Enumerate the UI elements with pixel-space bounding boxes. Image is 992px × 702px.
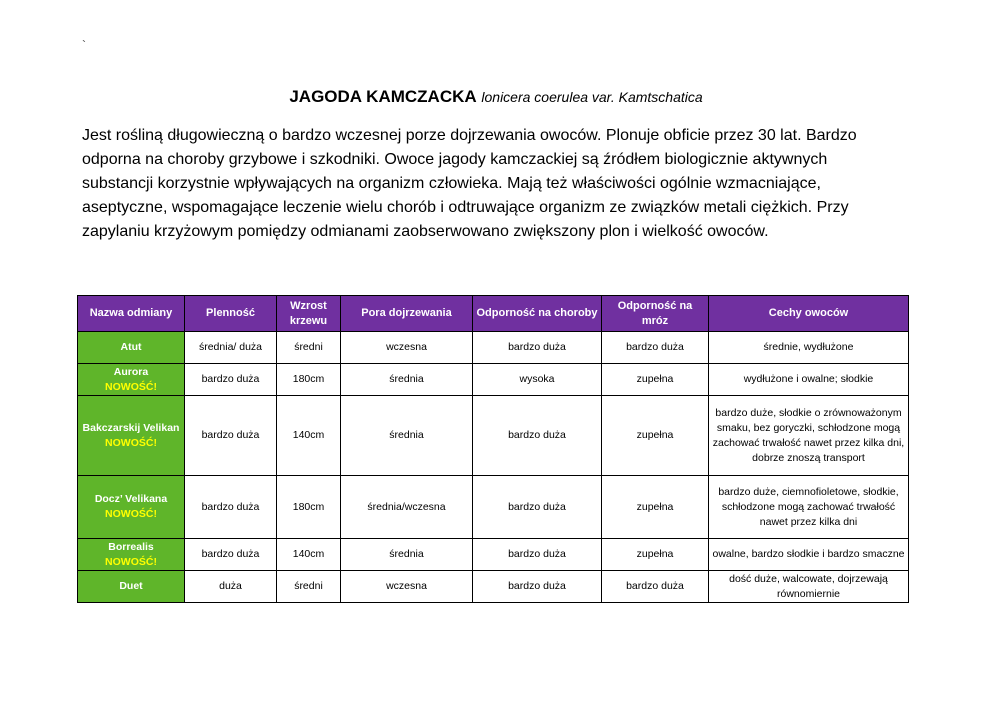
- variety-name-cell: [78, 476, 185, 539]
- variety-name-cell: [78, 332, 185, 364]
- cell-mroz: zupełna: [602, 364, 709, 396]
- cell-pora: średnia: [341, 539, 473, 571]
- cell-cechy: średnie, wydłużone: [709, 332, 909, 364]
- cell-mroz: zupełna: [602, 396, 709, 476]
- cell-wzrost: średni: [277, 332, 341, 364]
- cell-plennosc: bardzo duża: [185, 539, 277, 571]
- table-row: [78, 571, 909, 603]
- new-badge: NOWOŚĆ!: [105, 380, 157, 393]
- variety-name: Bakczarskij Velikan: [82, 421, 180, 434]
- table-row: [78, 396, 909, 476]
- intro-paragraph: Jest rośliną długowieczną o bardzo wczesnej porze dojrzewania owoców. Plonuje obficie przez 30 lat. Bardzo odporna na choroby grzybowe i szkodniki. Owoce jagody kamczackiej są źródłem biologicznie aktywnych substancji korzystnie wpływających na organizm człowieka. Mają też właściwości ogólnie wzmacniające, aseptyczne, wspomagające leczenie wielu chorób i odtruwające organizm ze związków metali ciężkich. Przy zapylaniu krzyżowym pomiędzy odmianami zaobserwowano zwiększony plon i wielkość owoców.: [82, 127, 857, 240]
- header-wzrost: Wzrost krzewu: [277, 296, 341, 332]
- cell-plennosc: bardzo duża: [185, 364, 277, 396]
- document-title: [0, 86, 992, 108]
- cell-choroby: wysoka: [473, 364, 602, 396]
- variety-name-cell: [78, 571, 185, 603]
- header-cechy: Cechy owoców: [709, 296, 909, 332]
- cell-cechy: bardzo duże, słodkie o zrównoważonym smaku, bez goryczki, schłodzone mogą zachować trwałość nawet przez kilka dni, dobrze znoszą transport: [709, 396, 909, 476]
- cell-choroby: bardzo duża: [473, 332, 602, 364]
- header-name: Nazwa odmiany: [78, 296, 185, 332]
- title-main: JAGODA KAMCZACKA: [289, 87, 477, 106]
- cell-choroby: bardzo duża: [473, 571, 602, 603]
- cell-pora: średnia: [341, 364, 473, 396]
- cell-wzrost: 140cm: [277, 539, 341, 571]
- variety-name: Atut: [120, 341, 142, 353]
- cell-plennosc: duża: [185, 571, 277, 603]
- cell-pora: średnia/wczesna: [341, 476, 473, 539]
- header-choroby: Odporność na choroby: [473, 296, 602, 332]
- cell-pora: średnia: [341, 396, 473, 476]
- new-badge: NOWOŚĆ!: [105, 508, 157, 520]
- cell-cechy: bardzo duże, ciemnofioletowe, słodkie, schłodzone mogą zachować trwałość nawet przez kilka dni: [709, 476, 909, 539]
- cell-cechy: owalne, bardzo słodkie i bardzo smaczne: [709, 539, 909, 571]
- cell-plennosc: bardzo duża: [185, 396, 277, 476]
- cell-wzrost: 140cm: [277, 396, 341, 476]
- cell-pora: wczesna: [341, 332, 473, 364]
- variety-name: Aurora: [113, 365, 149, 378]
- new-badge: NOWOŚĆ!: [105, 436, 157, 449]
- varieties-table: [77, 295, 909, 603]
- cell-mroz: bardzo duża: [602, 332, 709, 364]
- cell-choroby: bardzo duża: [473, 396, 602, 476]
- cell-choroby: bardzo duża: [473, 476, 602, 539]
- table-row: [78, 539, 909, 571]
- cell-plennosc: bardzo duża: [185, 476, 277, 539]
- cell-wzrost: średni: [277, 571, 341, 603]
- cell-cechy: wydłużone i owalne; słodkie: [709, 364, 909, 396]
- variety-name-cell: [78, 364, 185, 396]
- table-header-row: [78, 296, 909, 332]
- cell-choroby: bardzo duża: [473, 539, 602, 571]
- variety-name: Duet: [119, 580, 143, 592]
- stray-tick-mark: `: [82, 38, 86, 52]
- table-row: [78, 332, 909, 364]
- variety-name: Borrealis: [108, 540, 154, 553]
- cell-pora: wczesna: [341, 571, 473, 603]
- variety-name-cell: [78, 396, 185, 476]
- table-row: [78, 476, 909, 539]
- header-mroz: Odporność na mróz: [602, 296, 709, 332]
- title-latin-name: lonicera coerulea var. Kamtschatica: [481, 89, 703, 105]
- header-plennosc: Plenność: [185, 296, 277, 332]
- table-row: [78, 364, 909, 396]
- cell-plennosc: średnia/ duża: [185, 332, 277, 364]
- cell-mroz: bardzo duża: [602, 571, 709, 603]
- new-badge: NOWOŚĆ!: [105, 555, 157, 568]
- cell-wzrost: 180cm: [277, 364, 341, 396]
- cell-wzrost: 180cm: [277, 476, 341, 539]
- header-pora: Pora dojrzewania: [341, 296, 473, 332]
- cell-cechy: dość duże, walcowate, dojrzewają równomiernie: [709, 571, 909, 603]
- variety-name: Docz’ Velikana: [94, 493, 168, 505]
- variety-name-cell: [78, 539, 185, 571]
- cell-mroz: zupełna: [602, 476, 709, 539]
- cell-mroz: zupełna: [602, 539, 709, 571]
